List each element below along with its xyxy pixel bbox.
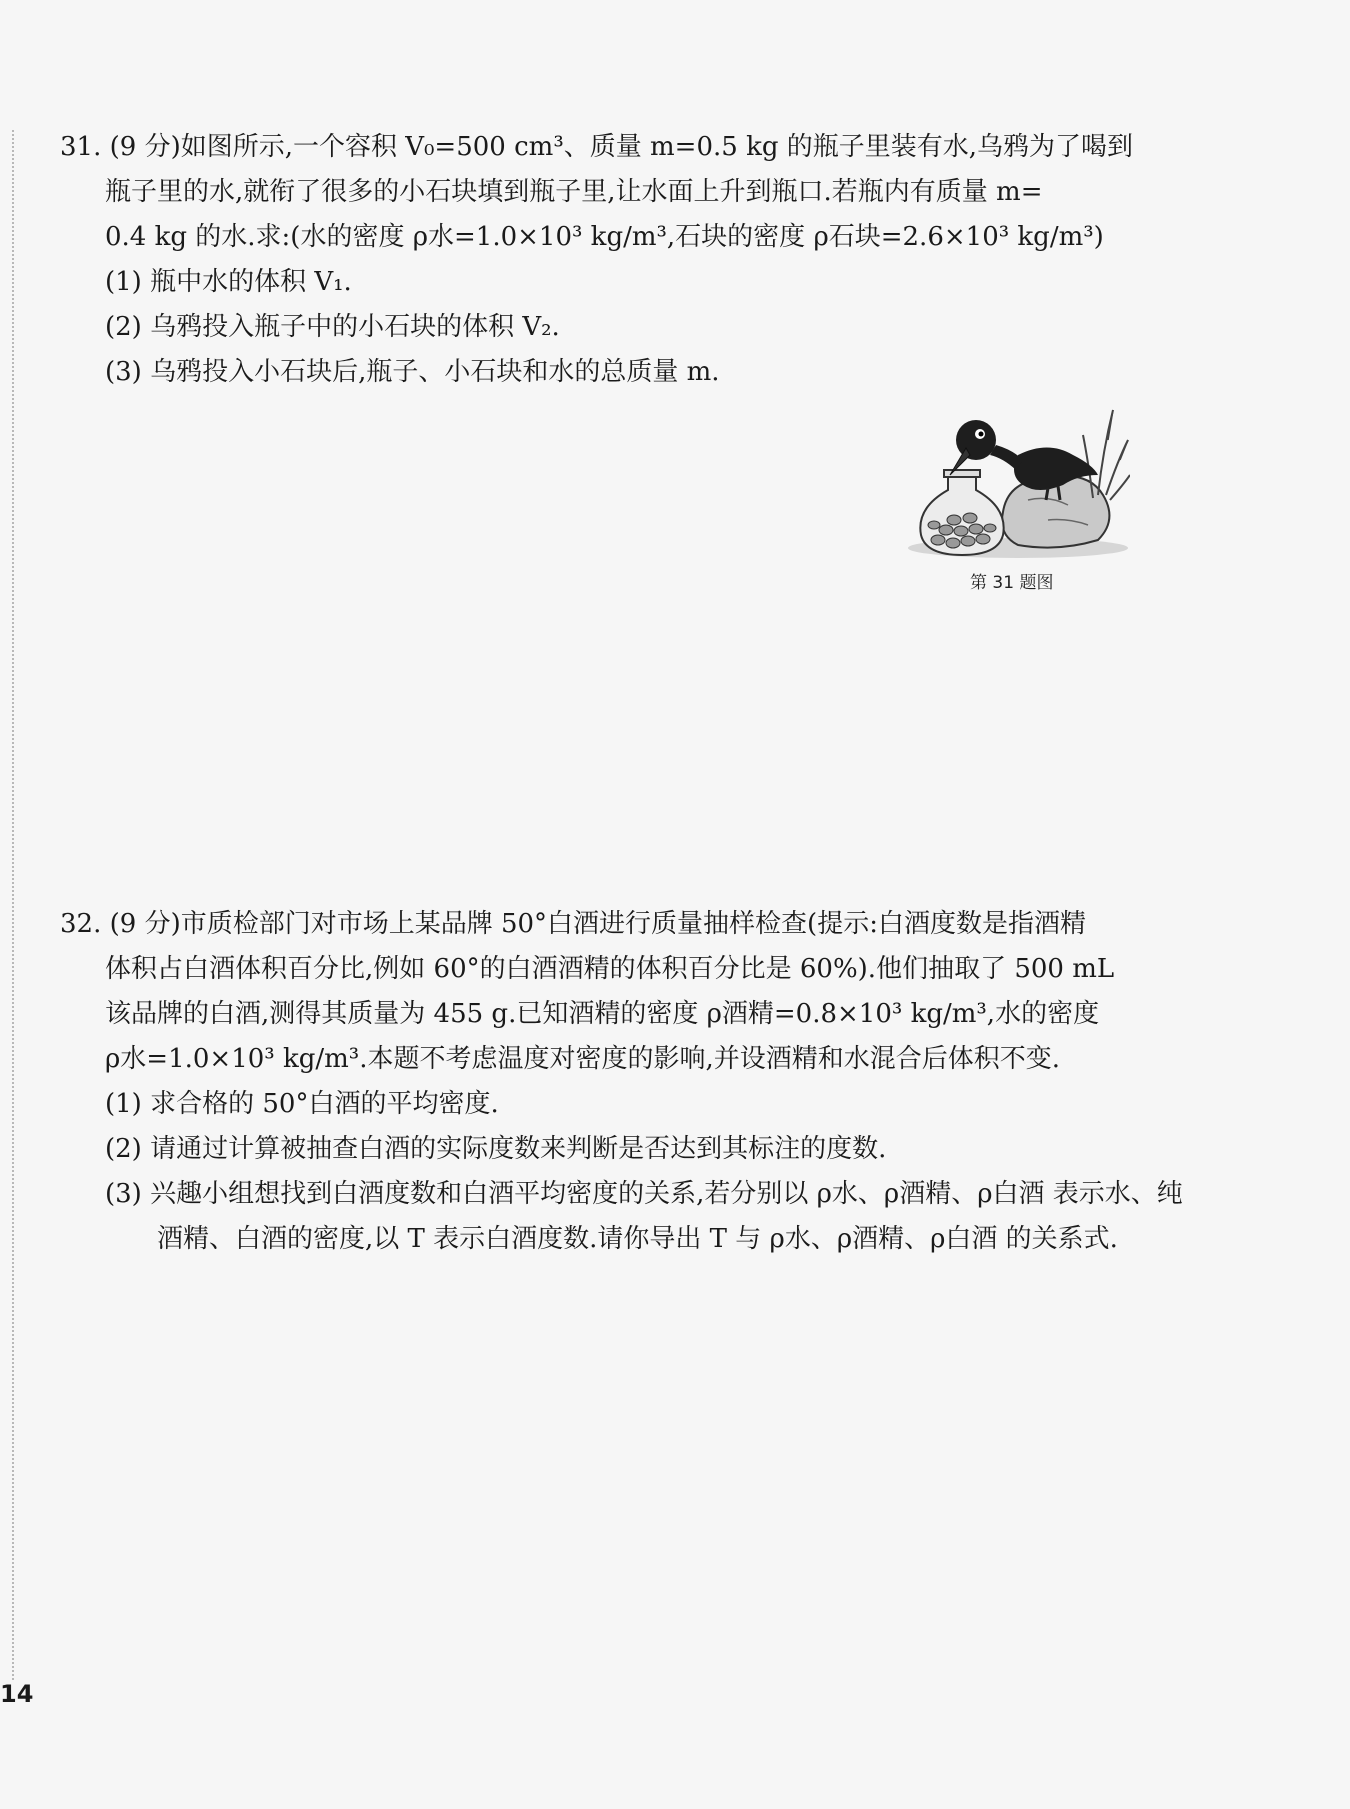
q32-subquestion-3-line-2: 酒精、白酒的密度,以 T 表示白酒度数.请你导出 T 与 ρ水、ρ酒精、ρ白酒 的关系式. bbox=[157, 1224, 1118, 1254]
q31-subquestion-3: (3) 乌鸦投入小石块后,瓶子、小石块和水的总质量 m. bbox=[105, 357, 720, 387]
crow-bottle-illustration bbox=[898, 400, 1130, 570]
q32-stem-line-1: 32. (9 分)市质检部门对市场上某品牌 50°白酒进行质量抽样检查(提示:白酒度数是指酒精 bbox=[60, 909, 1086, 939]
q32-stem-line-2: 体积占白酒体积百分比,例如 60°的白酒酒精的体积百分比是 60%).他们抽取了 500 mL bbox=[105, 954, 1115, 984]
q31-stem-line-2: 瓶子里的水,就衔了很多的小石块填到瓶子里,让水面上升到瓶口.若瓶内有质量 m= bbox=[105, 177, 1043, 207]
q32-stem-line-3: 该品牌的白酒,测得其质量为 455 g.已知酒精的密度 ρ酒精=0.8×10³ kg/m³,水的密度 bbox=[105, 999, 1100, 1029]
figure-31-caption: 第 31 题图 bbox=[970, 573, 1054, 593]
crow-bottle-figure bbox=[898, 400, 1130, 590]
q32-subquestion-1: (1) 求合格的 50°白酒的平均密度. bbox=[105, 1089, 499, 1119]
q31-stem-line-3: 0.4 kg 的水.求:(水的密度 ρ水=1.0×10³ kg/m³,石块的密度 ρ石块=2.6×10³ kg/m³) bbox=[105, 222, 1104, 252]
q31-subquestion-1: (1) 瓶中水的体积 V₁. bbox=[105, 267, 352, 297]
q32-stem-line-4: ρ水=1.0×10³ kg/m³.本题不考虑温度对密度的影响,并设酒精和水混合后体积不变. bbox=[105, 1044, 1061, 1074]
q31-stem-line-1: 31. (9 分)如图所示,一个容积 V₀=500 cm³、质量 m=0.5 kg 的瓶子里装有水,乌鸦为了喝到 bbox=[60, 132, 1133, 162]
question-31 bbox=[60, 125, 1135, 395]
q32-subquestion-3-line-1: (3) 兴趣小组想找到白酒度数和白酒平均密度的关系,若分别以 ρ水、ρ酒精、ρ白酒 表示水、纯 bbox=[105, 1179, 1183, 1209]
binding-margin-line bbox=[12, 130, 14, 1680]
page-number: 14 bbox=[0, 1680, 34, 1708]
q31-subquestion-2: (2) 乌鸦投入瓶子中的小石块的体积 V₂. bbox=[105, 312, 560, 342]
question-32 bbox=[60, 902, 1183, 1262]
q32-subquestion-2: (2) 请通过计算被抽查白酒的实际度数来判断是否达到其标注的度数. bbox=[105, 1134, 887, 1164]
